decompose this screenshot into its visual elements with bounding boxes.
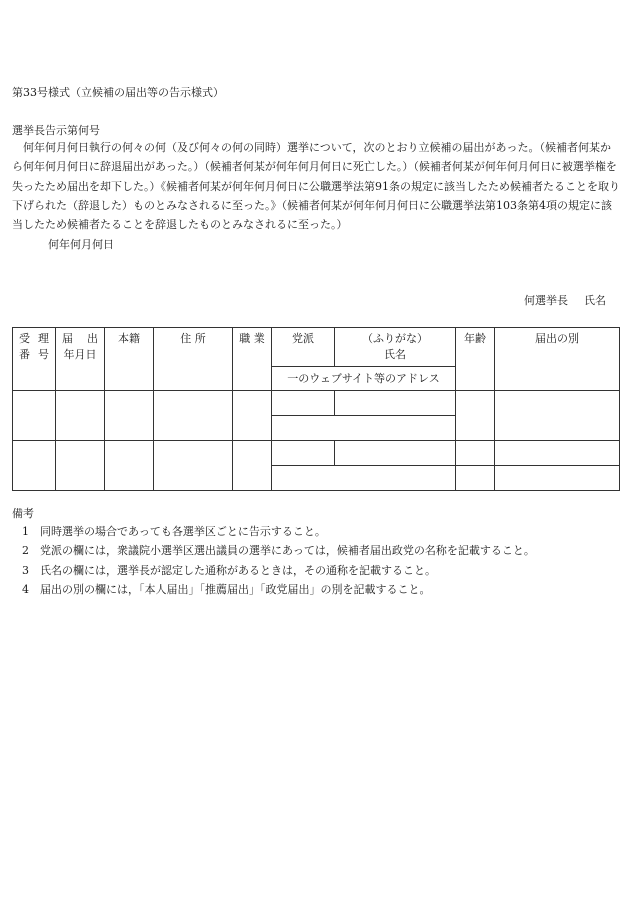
- header-party: 党派: [272, 328, 335, 367]
- table-cell: [495, 391, 620, 441]
- header-name: [335, 328, 456, 367]
- remarks-list: [22, 522, 535, 599]
- table-cell: [154, 391, 233, 441]
- table-cell: [233, 391, 272, 441]
- table-cell: [13, 441, 56, 491]
- table-cell: [272, 416, 456, 441]
- table-cell: [13, 391, 56, 441]
- header-filing-type: 届出の別: [495, 328, 620, 391]
- header-website: 一のウェブサイト等のアドレス: [272, 367, 456, 391]
- table-cell: [456, 391, 495, 441]
- signer-title: 何選挙長: [524, 294, 568, 307]
- table-cell: [456, 466, 495, 491]
- header-occupation: 職 業: [233, 328, 272, 391]
- header-receipt-number: 受 理 番 号: [13, 328, 56, 391]
- table-cell: [335, 441, 456, 466]
- remark-item: 1 同時選挙の場合であっても各選挙区ごとに告示すること。: [22, 525, 326, 538]
- signer-name: 氏名: [584, 294, 606, 307]
- table-cell: [272, 466, 456, 491]
- table-cell: [272, 441, 335, 466]
- notice-body: 何年何月何日執行の何々の何（及び何々の何の同時）選挙について，次のとおり立候補の届出があった。（候補者何某から何年何月何日に辞退届出があった。）（候補者何某が何年何月何日に死亡した。）（候補者何某が何年何月何日に被選挙権を失ったため届出を却下した。）《候補者何某が何年何月何日に公職選挙法第91条の規定に該当したため候補者たることを取り下げられた（辞退した）ものとみなされるに至った。》（候補者何某が何年何月何日に公職選挙法第103条第4項の規定に該当したため候補者たることを辞退したものとみなされるに至った。）: [12, 141, 620, 231]
- remark-item: 3 氏名の欄には，選挙長が認定した通称があるときは，その通称を記載すること。: [22, 563, 436, 577]
- header-filing-date: 届 出 年月日: [56, 328, 105, 391]
- header-domicile: 本籍: [105, 328, 154, 391]
- signer: [524, 292, 606, 310]
- table-cell: [105, 441, 154, 491]
- form-title: 第33号様式（立候補の届出等の告示様式）: [12, 86, 224, 99]
- table-cell: [233, 441, 272, 491]
- table-cell: [495, 466, 620, 491]
- remarks-title: 備考: [12, 507, 34, 520]
- table-cell: [56, 441, 105, 491]
- table-cell: [495, 441, 620, 466]
- table-cell: [272, 391, 335, 416]
- remark-item: 2 党派の欄には，衆議院小選挙区選出議員の選挙にあっては，候補者届出政党の名称を記載すること。: [22, 544, 535, 558]
- table-cell: [154, 441, 233, 491]
- remark-item: 4 届出の別の欄には，「本人届出」「推薦届出」「政党届出」の別を記載すること。: [22, 582, 431, 596]
- table-cell: [335, 391, 456, 416]
- table-cell: [56, 391, 105, 441]
- candidate-table: [12, 327, 620, 491]
- notice-date: 何年何月何日: [48, 238, 114, 251]
- table-cell: [456, 441, 495, 466]
- header-furigana: （ふりがな）: [362, 332, 428, 345]
- header-name-label: 氏名: [384, 347, 406, 361]
- header-age: 年齢: [456, 328, 495, 391]
- table-cell: [105, 391, 154, 441]
- header-address: 住 所: [154, 328, 233, 391]
- notice-number: 選挙長告示第何号: [12, 124, 100, 137]
